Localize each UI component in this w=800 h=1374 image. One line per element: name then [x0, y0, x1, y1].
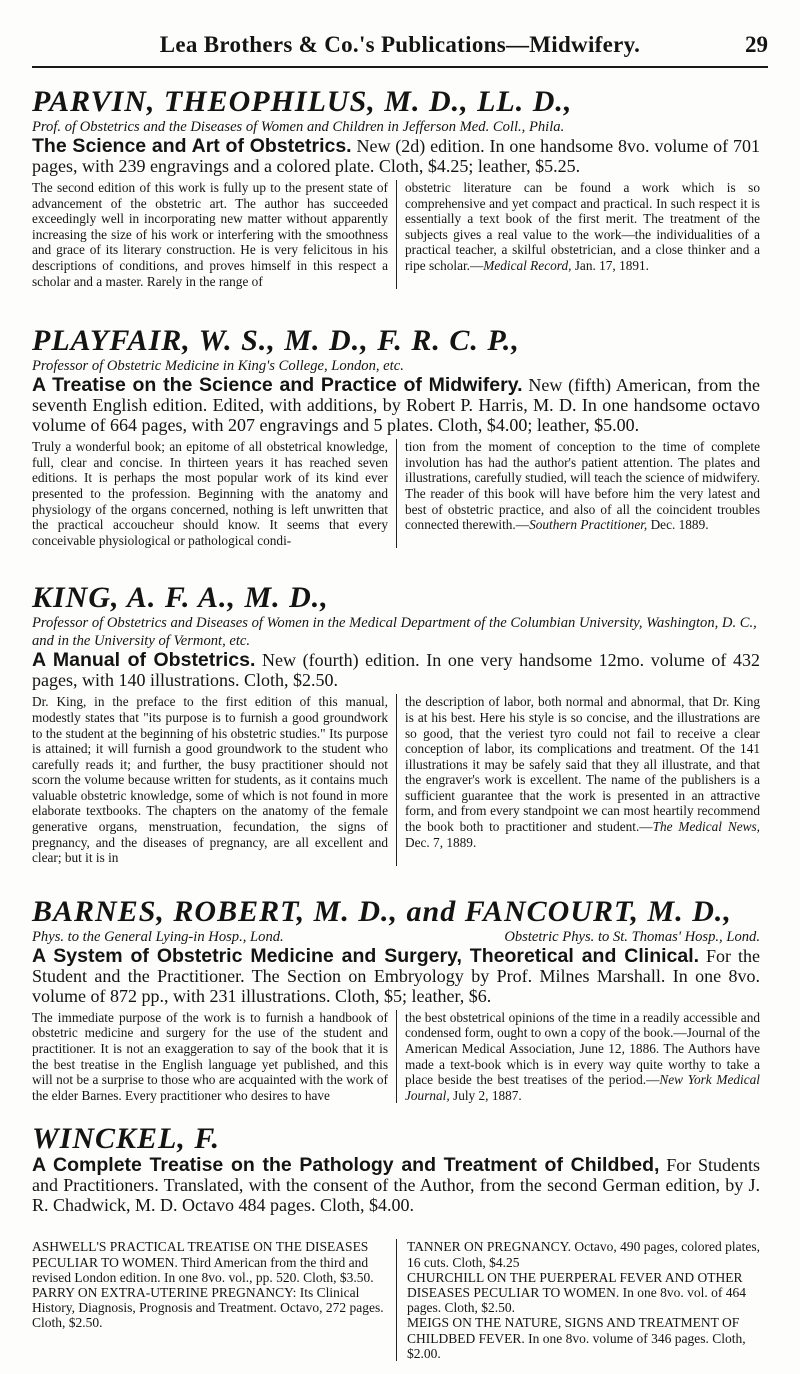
author-heading: PARVIN, THEOPHILUS, M. D., LL. D.,: [32, 85, 573, 118]
review-date: July 2, 1887.: [449, 1087, 522, 1103]
book-title: The Science and Art of Obstetrics.: [32, 135, 352, 157]
review-source: Medical Record,: [483, 257, 572, 273]
entry-barnes: [32, 896, 760, 1104]
review-block: [32, 439, 760, 548]
other-titles-right: [396, 1239, 760, 1361]
review-left-column: The second edition of this work is fully up to the present state of advancement of the obstetric art. The author has succeeded exceedingly well in incorporating new matter without apparently increasing the size of his work or interfering with the smoothness and grace of its literary construction. He is very felicitous in his descriptions of conditions, and proves himself in this respect a scholar and a master. Rarely in the range of: [32, 180, 388, 289]
review-text: tion from the moment of conception to the time of complete involution has had the author's patient attention. The plates and illustrations, carefully studied, will teach the science of midwifery. The reader of this book will have before him the very latest and best of obstetric practice, and also of all the coincident troubles connected therewith.—: [405, 439, 760, 533]
review-block: [32, 1010, 760, 1104]
review-date: Jan. 17, 1891.: [571, 257, 649, 273]
review-date: Dec. 1889.: [647, 517, 709, 533]
list-item: MEIGS ON THE NATURE, SIGNS AND TREATMENT OF CHILDBED FEVER. In one 8vo. volume of 346 pages. Cloth, $2.00.: [407, 1315, 746, 1361]
other-titles: [32, 1239, 760, 1361]
book-title: A Manual of Obstetrics.: [32, 649, 256, 672]
author-heading: KING, A. F. A., M. D.,: [32, 581, 329, 615]
book-details: For the Student and the Practitioner. The Section on Embryology by Prof. Milnes Marshall. In one 8vo. volume of 872 pp., with 231 illustrations. Cloth, $5; leather, $6.: [32, 945, 761, 1006]
book-details: For Students and Practitioners. Translated, with the consent of the Author, from the second German edition, by J. R. Chadwick, M. D. Octavo 484 pages. Cloth, $4.00.: [32, 1155, 760, 1216]
author-affiliation: Prof. of Obstetrics and the Diseases of Women and Children in Jefferson Med. Coll., Phila.: [32, 119, 565, 135]
other-titles-left: [32, 1239, 396, 1361]
author-affiliation: Professor of Obstetric Medicine in King's College, London, etc.: [32, 358, 404, 375]
main-content: [32, 86, 760, 1361]
review-right-column: [396, 694, 760, 866]
review-left-column: Truly a wonderful book; an epitome of all obstetrical knowledge, full, clear and concise. In thirteen years it has reached seven editions. It is perhaps the most popular work of its kind ever presented to the profession. Beginning with the anatomy and physiology of the organs concerned, nothing is left unwritten that the practical accoucheur should know. It seems that every conceivable physiological or pathological condi-: [32, 439, 388, 548]
book-description: [32, 136, 760, 176]
review-block: [32, 694, 760, 866]
entry-king: [32, 582, 760, 866]
list-item: TANNER ON PREGNANCY. Octavo, 490 pages, colored plates, 16 cuts. Cloth, $4.25: [407, 1239, 760, 1270]
entry-playfair: [32, 325, 760, 548]
review-text: the best obstetrical opinions of the time in a readily accessible and condensed form, ought to own a copy of the book.—Journal of the American Medical Association, June 12, 1886. The Authors have made a text-book which is in every way quite worthy to take a place beside the best treatises of the period.—: [405, 1009, 760, 1088]
review-text: obstetric literature can be found a work which is so comprehensive and yet compact and practical. In such respect it is essentially a text book of the first merit. The treatment of the subjects gives a real value to the work—the individualities of a practical teacher, a skilful obstetrician, and a close thinker and a ripe scholar.—: [405, 180, 760, 273]
review-date: Dec. 7, 1889.: [405, 834, 477, 850]
page-number: 29: [745, 32, 768, 57]
list-item: CHURCHILL ON THE PUERPERAL FEVER AND OTHER DISEASES PECULIAR TO WOMEN. In one 8vo. vol. of 464 pages. Cloth, $2.50.: [407, 1269, 747, 1316]
author-heading: WINCKEL, F.: [32, 1122, 221, 1156]
book-description: [32, 375, 760, 435]
review-source: The Medical News,: [652, 819, 760, 835]
running-header: [32, 30, 768, 68]
book-details: New (fifth) American, from the seventh English edition. Edited, with additions, by Robert P. Harris, M. D. In one handsome octavo volume of 664 pages, with 207 engravings and 5 plates. Cloth, $4.00; leather, $5.00.: [32, 375, 760, 436]
author-affiliations: [32, 928, 760, 946]
book-description: [32, 650, 760, 690]
author-heading: BARNES, ROBERT, M. D., and FANCOURT, M. D.,: [32, 894, 732, 928]
review-source: Southern Practitioner,: [529, 517, 648, 533]
list-item: PARRY ON EXTRA-UTERINE PREGNANCY: Its Clinical History, Diagnosis, Prognosis and Treatment. Octavo, 272 pages. Cloth, $2.50.: [32, 1285, 384, 1331]
review-left-column: Dr. King, in the preface to the first edition of this manual, modestly states that "its purpose is to furnish a good groundwork to the student at the beginning of his obstetric studies." Its purpose is attained; it will furnish a good groundwork to the student who carefully reads it; and further, the busy practitioner should not scorn the volume because written for students, as it contains much valuable obstetric knowledge, some of which is not found in more elaborate textbooks. The chapters on the anatomy of the female generative organs, menstruation, fecundation, the signs of pregnancy, and the diseases of pregnancy, are all excellent and clear; but it is in: [32, 694, 388, 866]
affiliation-right: Obstetric Phys. to St. Thomas' Hosp., Lond.: [504, 928, 760, 945]
entry-winckel: [32, 1123, 760, 1215]
book-details: New (2d) edition. In one handsome 8vo. volume of 701 pages, with 239 engravings and a colored plate. Cloth, $4.25; leather, $5.25.: [32, 136, 761, 176]
review-right-column: [396, 1010, 760, 1104]
author-affiliation: Professor of Obstetrics and Diseases of Women in the Medical Department of the Columbian University, Washington, D. C., and in the University of Vermont, etc.: [32, 615, 757, 650]
review-right-column: [396, 439, 760, 548]
book-title: A Treatise on the Science and Practice of Midwifery.: [32, 374, 523, 397]
header-title: Lea Brothers & Co.'s Publications—Midwifery.: [159, 32, 641, 57]
book-title: A System of Obstetric Medicine and Surgery, Theoretical and Clinical.: [32, 944, 700, 967]
list-item: ASHWELL'S PRACTICAL TREATISE ON THE DISEASES PECULIAR TO WOMEN. Third American from the third and revised London edition. In one 8vo. vol., pp. 520. Cloth, $3.50.: [32, 1239, 374, 1285]
review-source: New York Medical Journal,: [405, 1072, 760, 1103]
book-title: A Complete Treatise on the Pathology and Treatment of Childbed,: [32, 1154, 660, 1177]
review-text: the description of labor, both normal and abnormal, that Dr. King is at his best. Here his style is so concise, and the illustrations are so good, that the veriest tyro could not fail to receive a clear conception of labor, its complications and treatment. Of the 141 illustrations it may be safely said that they all illustrate, and that the engraver's work is excellent. The name of the publishers is a sufficient guarantee that the work is presented in an attractive form, and from every standpoint we can most heartily recommend the book both to practitioner and student.—: [405, 694, 760, 835]
review-left-column: The immediate purpose of the work is to furnish a handbook of obstetric medicine and surgery for the use of the student and practitioner. It is not an exaggeration to say of the book that it is the best treatise in the English language yet published, and this will not be a surprise to those who are acquainted with the work of the elder Barnes. Every practitioner who desires to have: [32, 1009, 388, 1103]
book-details: New (fourth) edition. In one very handsome 12mo. volume of 432 pages, with 140 illustrations. Cloth, $2.50.: [32, 650, 760, 691]
book-description: [32, 1155, 760, 1215]
review-right-column: [396, 180, 760, 289]
author-heading: PLAYFAIR, W. S., M. D., F. R. C. P.,: [32, 324, 520, 358]
review-block: [32, 180, 760, 289]
book-description: [32, 946, 760, 1006]
entry-parvin: [32, 86, 760, 289]
affiliation-left: Phys. to the General Lying-in Hosp., Lond.: [32, 928, 284, 945]
